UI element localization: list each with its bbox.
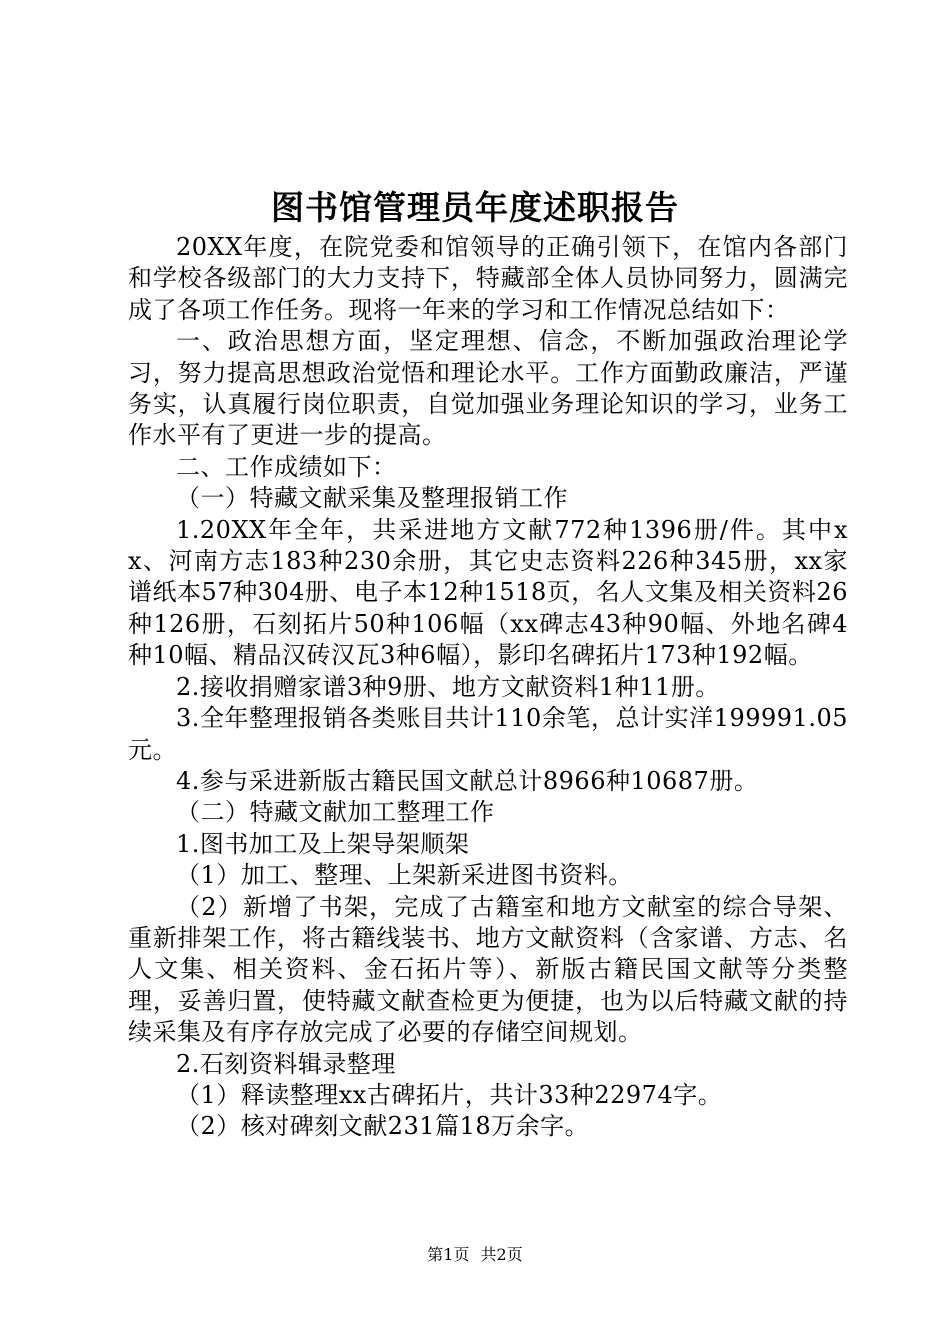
subsection-heading-collection: （一）特藏文献采集及整理报销工作 xyxy=(176,484,568,513)
list-subitem-processing-2-2: （2）核对碑刻文献231篇18万余字。 xyxy=(176,1112,590,1141)
list-item-collection-1: 1.20XX年全年，共采进地方文献772种1396册/件。其中xx、河南方志183种230余册，其它史志资料226种345册，xx家谱纸本57种304册、电子本12种1518页，名人文集及相关资料26种126册，石刻拓片50种106幅（xx碑志43种90幅、外地名碑4种10幅、精品汉砖汉瓦3种6幅），影印名碑拓片173种192幅。 xyxy=(128,515,848,670)
list-item-processing-1: 1.图书加工及上架导架顺架 xyxy=(176,829,470,858)
page-footer xyxy=(0,1244,950,1266)
page-total: 共2页 xyxy=(480,1245,523,1264)
list-subitem-processing-1-1: （1）加工、整理、上架新采进图书资料。 xyxy=(176,861,633,890)
subsection-heading-processing: （二）特藏文献加工整理工作 xyxy=(176,798,495,827)
list-item-collection-4: 4.参与采进新版古籍民国文献总计8966种10687册。 xyxy=(176,766,759,795)
political-paragraph: 一、政治思想方面，坚定理想、信念，不断加强政治理论学习，努力提高思想政治觉悟和理论水平。工作方面勤政廉洁，严谨务实，认真履行岗位职责，自觉加强业务理论知识的学习，业务工作水平有了更进一步的提高。 xyxy=(128,327,848,450)
list-subitem-processing-2-1: （1）释读整理xx古碑拓片，共计33种22974字。 xyxy=(176,1080,723,1109)
list-item-processing-2: 2.石刻资料辑录整理 xyxy=(176,1049,396,1078)
list-item-collection-2: 2.接收捐赠家谱3种9册、地方文献资料1种11册。 xyxy=(176,672,720,701)
section-heading-achievements: 二、工作成绩如下： xyxy=(176,452,397,481)
document-body xyxy=(128,232,848,1143)
document-title: 图书馆管理员年度述职报告 xyxy=(271,188,679,227)
list-subitem-processing-1-2: （2）新增了书架，完成了古籍室和地方文献室的综合导架、重新排架工作，将古籍线装书、地方文献资料（含家谱、方志、名人文集、相关资料、金石拓片等）、新版古籍民国文献等分类整理，妥善归置，使特藏文献查检更为便捷，也为以后特藏文献的持续采集及有序存放完成了必要的存储空间规划。 xyxy=(128,892,848,1047)
intro-paragraph: 20XX年度，在院党委和馆领导的正确引领下，在馆内各部门和学校各级部门的大力支持下，特藏部全体人员协同努力，圆满完成了各项工作任务。现将一年来的学习和工作情况总结如下： xyxy=(128,233,848,324)
list-item-collection-3: 3.全年整理报销各类账目共计110余笔，总计实洋199991.05元。 xyxy=(128,704,848,764)
page-number: 第1页 xyxy=(427,1245,470,1264)
